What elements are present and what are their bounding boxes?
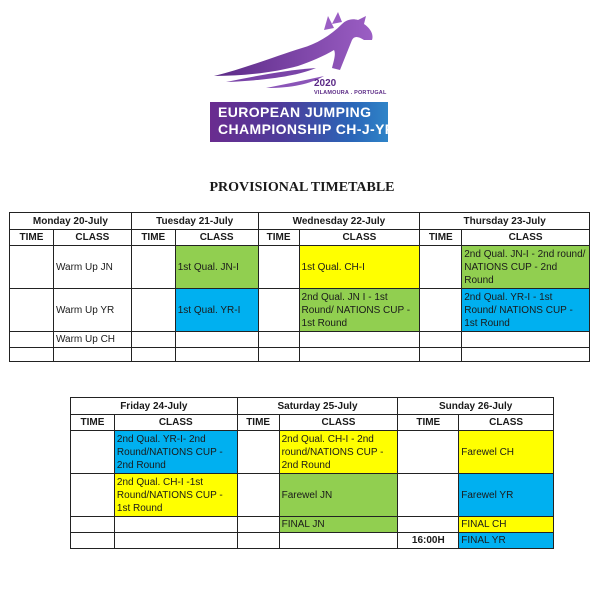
time-column-header: TIME (420, 230, 462, 246)
class-cell: 2nd Qual. CH-I - 2nd round/NATIONS CUP - 2nd Round (279, 431, 398, 474)
time-cell (420, 289, 462, 332)
time-cell (258, 332, 299, 348)
class-cell: Warm Up YR (53, 289, 131, 332)
page-title: PROVISIONAL TIMETABLE (209, 180, 395, 195)
class-cell: Warm Up JN (53, 246, 131, 289)
logo-line-2: CHAMPIONSHIP CH-J-YR (218, 121, 396, 137)
class-column-header: CLASS (459, 415, 554, 431)
class-cell: 1st Qual. JN-I (175, 246, 258, 289)
class-cell: FINAL YR (459, 533, 554, 549)
time-column-header: TIME (131, 230, 175, 246)
time-cell (237, 517, 279, 533)
time-cell (71, 517, 115, 533)
table-row (10, 246, 590, 289)
time-column-header: TIME (71, 415, 115, 431)
class-cell: FINAL CH (459, 517, 554, 533)
class-column-header: CLASS (114, 415, 237, 431)
class-cell: 2nd Qual. YR-I- 2nd Round/NATIONS CUP - 2nd Round (114, 431, 237, 474)
class-cell (462, 332, 590, 348)
day-header: Friday 24-July (71, 398, 238, 415)
class-cell (299, 332, 420, 348)
class-cell: Farewel CH (459, 431, 554, 474)
time-column-header: TIME (258, 230, 299, 246)
class-cell (114, 533, 237, 549)
logo-line-1: EUROPEAN JUMPING (218, 104, 372, 120)
time-cell (10, 348, 54, 362)
table-row (10, 289, 590, 332)
logo-banner (210, 102, 396, 142)
table-row (71, 474, 554, 517)
time-cell (420, 348, 462, 362)
time-cell (10, 332, 54, 348)
time-cell (420, 246, 462, 289)
logo-year: 2020 (314, 78, 337, 89)
day-header: Tuesday 21-July (131, 213, 258, 230)
class-cell: 2nd Qual. JN-I - 2nd round/ NATIONS CUP - 2nd Round (462, 246, 590, 289)
time-cell (237, 474, 279, 517)
class-column-header: CLASS (175, 230, 258, 246)
time-cell (71, 474, 115, 517)
class-column-header: CLASS (462, 230, 590, 246)
time-column-header: TIME (237, 415, 279, 431)
timetable-week-2 (70, 397, 554, 549)
table-row (71, 533, 554, 549)
time-cell (398, 474, 459, 517)
class-cell: FINAL JN (279, 517, 398, 533)
class-cell (175, 348, 258, 362)
time-cell (258, 246, 299, 289)
time-cell (131, 246, 175, 289)
time-cell (420, 332, 462, 348)
day-header: Thursday 23-July (420, 213, 590, 230)
time-cell: 16:00H (398, 533, 459, 549)
class-cell (53, 348, 131, 362)
time-cell (131, 348, 175, 362)
class-cell (462, 348, 590, 362)
class-cell: Farewel JN (279, 474, 398, 517)
time-cell (10, 289, 54, 332)
class-cell (279, 533, 398, 549)
table-row (71, 431, 554, 474)
time-cell (237, 533, 279, 549)
time-cell (237, 431, 279, 474)
time-cell (398, 431, 459, 474)
table-row (10, 348, 590, 362)
day-header: Saturday 25-July (237, 398, 398, 415)
day-header: Wednesday 22-July (258, 213, 420, 230)
time-cell (71, 533, 115, 549)
class-cell (114, 517, 237, 533)
table-row (10, 332, 590, 348)
time-cell (398, 517, 459, 533)
class-cell (299, 348, 420, 362)
day-header: Sunday 26-July (398, 398, 554, 415)
class-column-header: CLASS (53, 230, 131, 246)
class-cell: 2nd Qual. CH-I -1st Round/NATIONS CUP - 1st Round (114, 474, 237, 517)
time-cell (131, 332, 175, 348)
class-cell: Warm Up CH (53, 332, 131, 348)
time-cell (131, 289, 175, 332)
championship-logo (206, 10, 396, 135)
class-cell: 1st Qual. YR-I (175, 289, 258, 332)
class-cell: 1st Qual. CH-I (299, 246, 420, 289)
class-column-header: CLASS (279, 415, 398, 431)
time-column-header: TIME (398, 415, 459, 431)
class-cell: 2nd Qual. JN I - 1st Round/ NATIONS CUP - 1st Round (299, 289, 420, 332)
class-column-header: CLASS (299, 230, 420, 246)
time-cell (10, 246, 54, 289)
day-header: Monday 20-July (10, 213, 132, 230)
class-cell: 2nd Qual. YR-I - 1st Round/ NATIONS CUP - 1st Round (462, 289, 590, 332)
timetable-week-1 (9, 212, 590, 362)
logo-city: VILAMOURA . PORTUGAL (314, 90, 387, 96)
time-column-header: TIME (10, 230, 54, 246)
time-cell (71, 431, 115, 474)
table-row (71, 517, 554, 533)
time-cell (258, 348, 299, 362)
class-cell: Farewel YR (459, 474, 554, 517)
class-cell (175, 332, 258, 348)
time-cell (258, 289, 299, 332)
